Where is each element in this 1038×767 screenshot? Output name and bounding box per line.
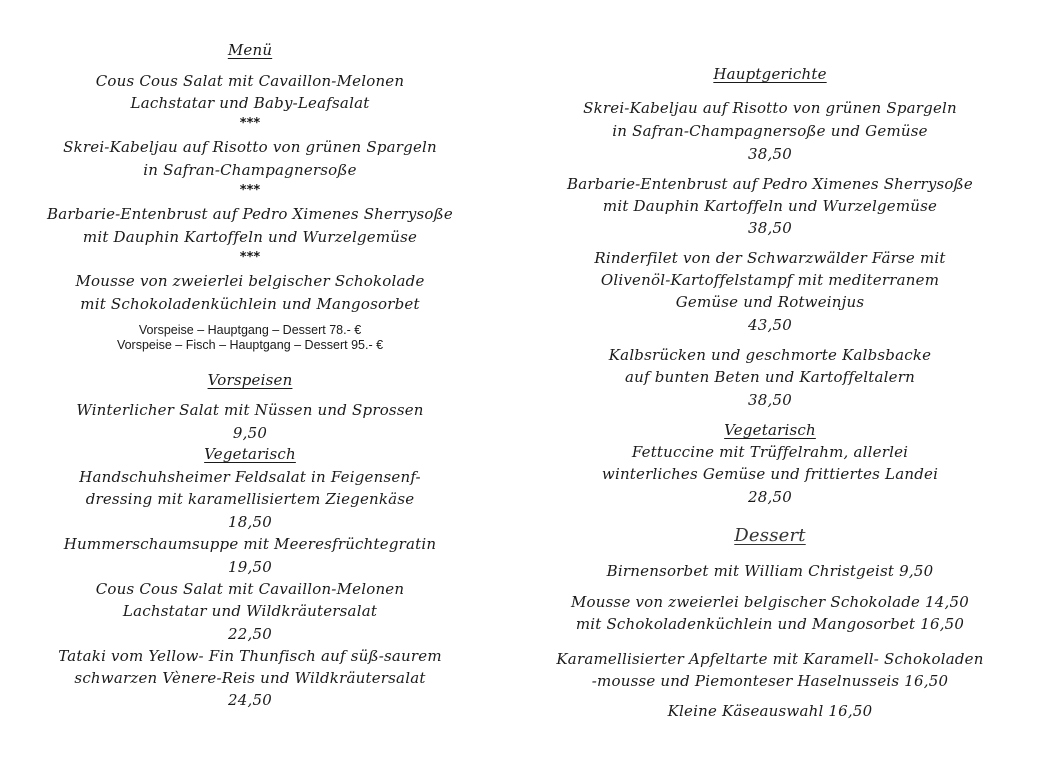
dessert-line: Karamellisierter Apfeltarte mit Karamell- Schokoladen	[556, 650, 984, 668]
menu-line: Cous Cous Salat mit Cavaillon-Melonen	[95, 72, 405, 90]
starter-price: 18,50	[228, 513, 272, 531]
main-line: mit Dauphin Kartoffeln und Wurzelgemüse	[602, 197, 938, 215]
starter-line: Hummerschaumsuppe mit Meeresfrüchtegratin	[63, 535, 437, 553]
vegetarian-title-left: Vegetarisch	[204, 445, 296, 463]
menu-line: Barbarie-Entenbrust auf Pedro Ximenes Sherrysoße	[47, 205, 453, 223]
main-line: Rinderfilet von der Schwarzwälder Färse mit	[594, 249, 946, 267]
menu-separator: ***	[239, 250, 261, 265]
main-line: Gemüse und Rotweinjus	[675, 293, 865, 311]
main-line: Skrei-Kabeljau auf Risotto von grünen Spargeln	[583, 99, 957, 117]
main-line: Kalbsrücken und geschmorte Kalbsbacke	[608, 346, 932, 364]
dessert-line: -mousse und Piemonteser Haselnusseis 16,50	[591, 672, 949, 690]
dessert-line: Birnensorbet mit William Christgeist 9,50	[606, 562, 934, 580]
menu-separator: ***	[239, 116, 261, 131]
starter-price: 24,50	[228, 691, 272, 709]
veg-line: winterliches Gemüse und frittiertes Landei	[601, 465, 939, 483]
main-price: 43,50	[748, 316, 792, 334]
starter-line: Tataki vom Yellow- Fin Thunfisch auf süß-saurem	[58, 647, 442, 665]
menu-price: Vorspeise – Hauptgang – Dessert 78.- €	[138, 323, 362, 337]
starter-price: 9,50	[232, 424, 268, 442]
menu-line: Mousse von zweierlei belgischer Schokolade	[75, 272, 425, 290]
main-line: Olivenöl-Kartoffelstampf mit mediterranem	[600, 271, 940, 289]
starter-line: Handschuhsheimer Feldsalat in Feigensenf-	[79, 468, 421, 486]
starter-line: Lachstatar und Wildkräutersalat	[122, 602, 378, 620]
starter-price: 22,50	[228, 625, 272, 643]
starter-line: dressing mit karamellisiertem Ziegenkäse	[85, 490, 415, 508]
vegetarian-title-right: Vegetarisch	[724, 421, 816, 439]
main-price: 38,50	[748, 145, 792, 163]
menu-line: Skrei-Kabeljau auf Risotto von grünen Spargeln	[63, 138, 437, 156]
main-line: auf bunten Beten und Kartoffeltalern	[625, 368, 915, 386]
menu-title: Menü	[227, 41, 273, 59]
starter-line: Cous Cous Salat mit Cavaillon-Melonen	[95, 580, 405, 598]
main-price: 38,50	[748, 391, 792, 409]
menu-line: in Safran-Champagnersoße	[143, 161, 357, 179]
main-line: Barbarie-Entenbrust auf Pedro Ximenes Sherrysoße	[567, 175, 973, 193]
menu-line: mit Dauphin Kartoffeln und Wurzelgemüse	[82, 228, 418, 246]
veg-line: Fettuccine mit Trüffelrahm, allerlei	[631, 443, 909, 461]
starter-line: Winterlicher Salat mit Nüssen und Sprossen	[76, 401, 424, 419]
menu-price: Vorspeise – Fisch – Hauptgang – Dessert 95.- €	[116, 338, 384, 352]
starters-title: Vorspeisen	[207, 371, 293, 389]
veg-price: 28,50	[748, 488, 792, 506]
menu-line: Lachstatar und Baby-Leafsalat	[130, 94, 370, 112]
dessert-line: Mousse von zweierlei belgischer Schokolade 14,50	[571, 593, 969, 611]
menu-separator: ***	[239, 183, 261, 198]
starter-price: 19,50	[228, 558, 272, 576]
main-line: in Safran-Champagnersoße und Gemüse	[612, 122, 928, 140]
dessert-title: Dessert	[734, 525, 806, 546]
dessert-line: mit Schokoladenküchlein und Mangosorbet 16,50	[575, 615, 965, 633]
starter-line: schwarzen Vènere-Reis und Wildkräutersalat	[74, 669, 426, 687]
menu-line: mit Schokoladenküchlein und Mangosorbet	[80, 295, 420, 313]
dessert-line: Kleine Käseauswahl 16,50	[667, 702, 873, 720]
mains-title: Hauptgerichte	[713, 65, 827, 83]
main-price: 38,50	[748, 219, 792, 237]
